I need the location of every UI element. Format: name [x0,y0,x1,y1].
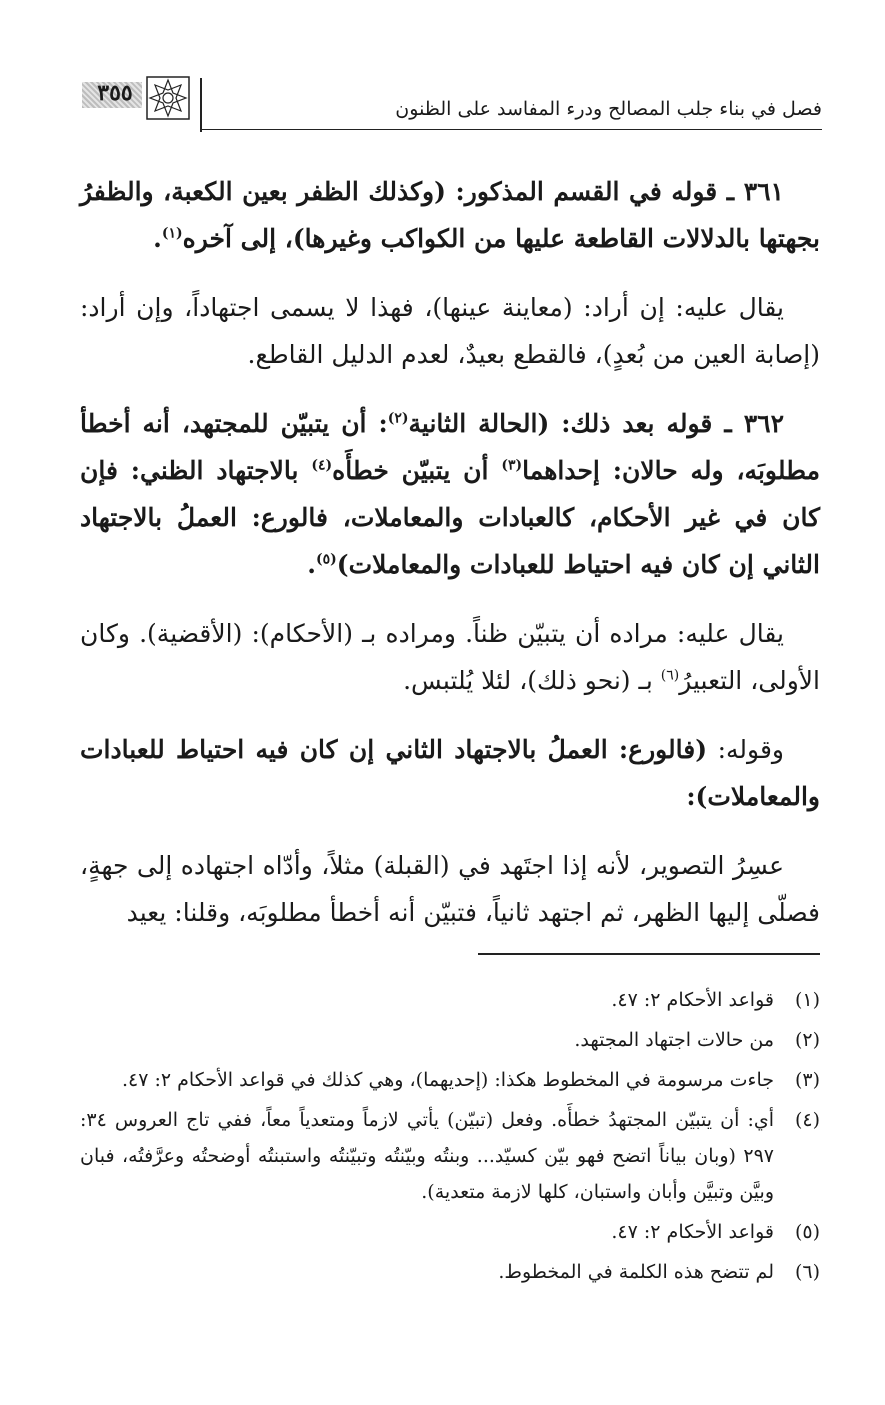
footnote-ref-4: (٤) [311,457,333,474]
paragraph-commentary-1: يقال عليه: إن أراد: (معاينة عينها)، فهذا لا يسمى اجتهاداً، وإن أراد: (إصابة العين من بُعدٍ)، فالقطع بعيدٌ، لعدم الدليل القاطع. [80,293,820,369]
paragraph-commentary-2: يقال عليه: مراده أن يتبيّن ظناً. ومراده بـ (الأحكام): (الأقضية). وكان الأولى، التعبيرُ$^{(٦)}$ بـ (نحو ذلك)، لئلا يُلتبس. [80,619,820,695]
footnote-separator [478,953,820,955]
footnote-ref-3: (٣) [501,457,523,474]
footnotes [80,982,820,1294]
footnote-ref-2: (٢) [387,410,409,427]
paragraph-quote: وقوله: (فالورع: العملُ بالاجتهاد الثاني إن كان فيه احتياط للعبادات والمعاملات): [80,735,820,811]
page-number: ٣٥٥ [97,80,133,106]
paragraph-361: ٣٦١ ـ قوله في القسم المذكور: (وكذلك الظفر بعين الكعبة، والظفرُ بجهتها بالدلالات القاطعة عليها من الكواكب وغيرها)، إلى آخره$^{(١)}$. [80,177,820,253]
footnote-3: (٣) جاءت مرسومة في المخطوط هكذا: (إحديهما)، وهي كذلك في قواعد الأحكام ٢: ٤٧. [121,1069,820,1091]
footnote-ref-1: (١) [161,225,183,242]
main-text [80,168,820,958]
paragraph-commentary-3: عسِرُ التصوير، لأنه إذا اجتَهد في (القبلة) مثلاً، وأدّاه اجتهاده إلى جهةٍ، فصلّى إليها الظهر، ثم اجتهد ثانياً، فتبيّن أنه أخطأ مطلوبَه، وقلنا: يعيد [80,851,820,927]
footnote-5: (٥) قواعد الأحكام ٢: ٤٧. [611,1221,820,1243]
header-rule [202,129,822,131]
ornament-icon [146,76,190,120]
header-vertical-rule [200,78,202,132]
page-number-box [82,76,192,112]
footnote-ref-6: (٦) [660,667,680,684]
footnote-2: (٢) من حالات اجتهاد المجتهد. [574,1029,820,1051]
running-header [82,72,822,132]
footnote-1: (١) قواعد الأحكام ٢: ٤٧. [611,989,820,1011]
paragraph-362: ٣٦٢ ـ قوله بعد ذلك: (الحالة الثانية$^{(٢)}$: أن يتبيّن للمجتهد، أنه أخطأ مطلوبَه، وله حالان: إحداهما$^{(٣)}$ أن يتبيّن خطأَه$^{(٤)}$ بالاجتهاد الظني: فإن كان في غير الأحكام، كالعبادات والمعاملات، فالورع: العملُ بالاجتهاد الثاني إن كان فيه احتياط للعبادات والمعاملات)$^{(٥)}$. [80,409,821,579]
footnote-ref-5: (٥) [316,551,337,568]
footnote-4: (٤) أي: أن يتبيّن المجتهدُ خطأَه. وفعل (تبيّن) يأتي لازماً ومتعدياً معاً، ففي تاج العروس ٣٤: ٢٩٧ (وبان بياناً اتضح فهو بيّن كسيّد... وبنتُه وبيّنتُه وتبيّنتُه واستبنتُه أوضحتُه وعرَّفتُه، فبان وبيَّن وتبيَّن وأبان واستبان، كلها لازمة متعدية). [80,1109,820,1203]
footnote-6: (٦) لم تتضح هذه الكلمة في المخطوط. [498,1261,820,1283]
chapter-title: فصل في بناء جلب المصالح ودرء المفاسد على الظنون [395,98,822,120]
